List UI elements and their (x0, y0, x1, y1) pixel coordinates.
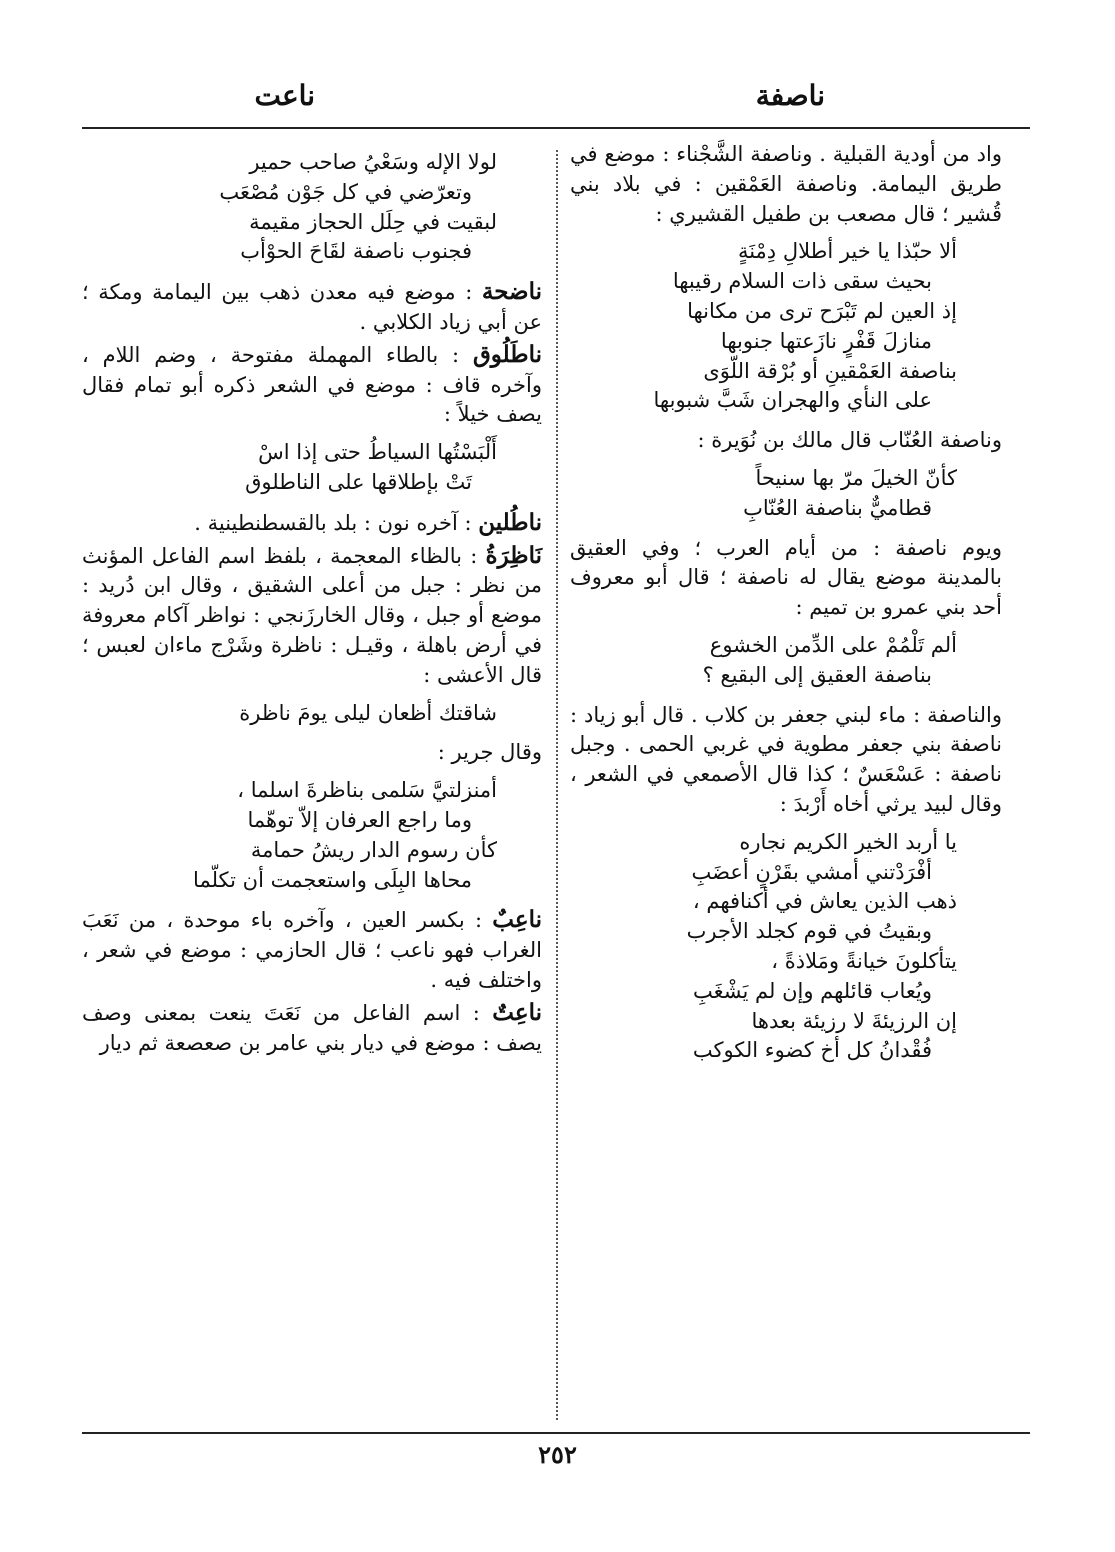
verse-line: على النأي والهجران شَبَّ شبوبها (653, 388, 932, 413)
verse-line: وما راجع العرفان إلاّ توهّما (247, 807, 472, 832)
verse-line: إذ العين لم تَبْرَح ترى من مكانها (687, 298, 957, 323)
left-column (82, 140, 542, 1060)
verse-line: شاقتك أظعان ليلى يومَ ناظرة (239, 700, 497, 725)
verse-block (570, 631, 1002, 691)
verse-line: فجنوب ناصفة لقَاحَ الحوْأب (240, 239, 472, 264)
verse-line: محاها البِلَى واستعجمت أن تكلّما (193, 867, 472, 892)
verse-line: فُقْدانُ كل أخ كضوء الكوكب (692, 1038, 932, 1063)
entry-headword: ناعِبٌ (492, 906, 542, 934)
header-rule (82, 127, 1030, 129)
entry-headword: نَاظِرَةُ (485, 541, 542, 569)
right-column (570, 140, 1002, 1076)
paragraph-text: والناصفة : ماء لبني جعفر بن كلاب . قال أبو زياد : ناصفة بني جعفر مطوية في غربي الحمى . وجبل ناصفة : عَسْعَسٌ ؛ كذا قال الأصمعي في الشعر ، وقال لبيد يرثي أخاه أَرْبدَ : (570, 702, 1002, 816)
verse-line: قطاميٌّ بناصفة العُنّابِ (743, 495, 932, 520)
verse-line: بناصفة العَمْقينِ أو بُرْقة اللّوَى (703, 358, 957, 383)
dictionary-entry (82, 277, 542, 338)
verse-line: أفْرَدْتني أمشي بقَرْنٍ أعضَبِ (691, 859, 932, 884)
verse-line: بناصفة العقيق إلى البقيع ؟ (702, 662, 932, 687)
entry-headword: ناضحة (481, 278, 542, 306)
verse-line: لبقيت في حِلَل الحجاز مقيمة (249, 209, 497, 234)
header-left-word: ناعت (254, 79, 315, 112)
verse-block (82, 776, 542, 895)
paragraph-text: واد من أودية القبلية . وناصفة الشَّجْناء : موضع في طريق اليمامة. وناصفة العَمْقين : في بلاد بني قُشير ؛ قال مصعب بن طفيل القشيري : (570, 142, 1002, 226)
entry-text: : بكسر العين ، وآخره باء موحدة ، من نَعَبَ الغراب فهو ناعب ؛ قال الحازمي : موضع في شعر ، واختلف فيه . (82, 908, 542, 992)
dictionary-entry (82, 508, 542, 539)
entry-text: : اسم الفاعل من نَعَتَ ينعت بمعنى وصف يصف : موضع في ديار بني عامر بن صعصعة ثم ديار (82, 1000, 542, 1055)
verse-line: يا أربد الخير الكريم نجاره (739, 829, 957, 854)
dictionary-entry (82, 541, 542, 691)
verse-block (570, 237, 1002, 416)
verse-block (82, 438, 542, 498)
paragraph-text: وناصفة العُنّاب قال مالك بن نُوَيرة : (697, 428, 1002, 453)
paragraph-text: ويوم ناصفة : من أيام العرب ؛ وفي العقيق بالمدينة موضع يقال له ناصفة ؛ قال أبو معروف أحد بني عمرو بن تميم : (570, 535, 1002, 620)
verse-line: ذهب الذين يعاش في أكنافهم ، (692, 889, 957, 914)
entry-text: : آخره نون : بلد بالقسطنطينية . (194, 510, 479, 535)
verse-line: ألم تَلْمُمْ على الدِّمن الخشوع (709, 632, 957, 657)
footer-rule (82, 1432, 1030, 1434)
verse-line: وتعرّضي في كل جَوْن مُصْعَب (219, 179, 472, 204)
verse-line: أمنزلتيَّ سَلمى بناظرةَ اسلما ، (237, 778, 497, 803)
verse-line: كأن رسوم الدار ريشُ حمامة (250, 837, 497, 862)
entry-text: : بالظاء المعجمة ، بلفظ اسم الفاعل المؤنث من نظر : جبل من أعلى الشقيق ، وقال ابن دُريد : موضع أو جبل ، وقال الخارزَنجي : نواظر آكام معروفة في أرض باهلة ، وقيـل : ناظرة وشَرْج ماءان لعبس ؛ قال الأعشى : (82, 543, 542, 687)
verse-line: لولا الإله وسَعْيُ صاحب حمير (249, 150, 497, 174)
verse-line: منازلَ قَفْرٍ نازَعتها جنوبها (720, 328, 932, 353)
verse-line: تَتْ بإطلاقها على الناطلوق (245, 469, 472, 494)
dictionary-entry (82, 340, 542, 430)
header-right-word: ناصفة (755, 79, 825, 112)
entry-headword: ناعِتٌ (492, 998, 542, 1026)
verse-line: بحيث سقى ذات السلام رقيبها (672, 269, 932, 294)
entry-text: : موضع فيه معدن ذهب بين اليمامة ومكة ؛ عن أبي زياد الكلابي . (82, 280, 542, 334)
verse-line: كأنّ الخيلَ مرّ بها سنيحاً (755, 465, 957, 490)
verse-line: إن الرزيئةَ لا رزيئة بعدها (751, 1008, 957, 1033)
paragraph-text: وقال جرير : (437, 740, 542, 765)
entry-headword: ناطُلين (478, 508, 542, 536)
verse-block (82, 148, 542, 267)
dictionary-entry (82, 905, 542, 995)
entry-text: : بالطاء المهملة مفتوحة ، وضم اللام ، وآخره قاف : موضع في الشعر ذكره أبو تمام فقال يصف خيلاً : (82, 342, 542, 427)
verse-line: أَلْبَسْتُها السياطُ حتى إذا اسْ (258, 440, 497, 465)
page-number: ٢٥٢ (538, 1440, 577, 1469)
verse-line: يتأكلونَ خيانةً ومَلاذةً ، (771, 948, 957, 973)
verse-line: ألا حبّذا يا خير أطلالِ دِمْنَةٍ (737, 239, 957, 264)
verse-line: ويُعاب قائلهم وإن لم يَشْغَبِ (693, 978, 932, 1003)
verse-block (570, 828, 1002, 1066)
verse-block (570, 464, 1002, 524)
column-divider (556, 150, 558, 1420)
verse-block (82, 699, 542, 729)
verse-line: وبقيتُ في قوم كجلد الأجرب (686, 919, 932, 944)
dictionary-entry (82, 998, 542, 1059)
entry-headword: ناطَلُوق (472, 340, 542, 368)
